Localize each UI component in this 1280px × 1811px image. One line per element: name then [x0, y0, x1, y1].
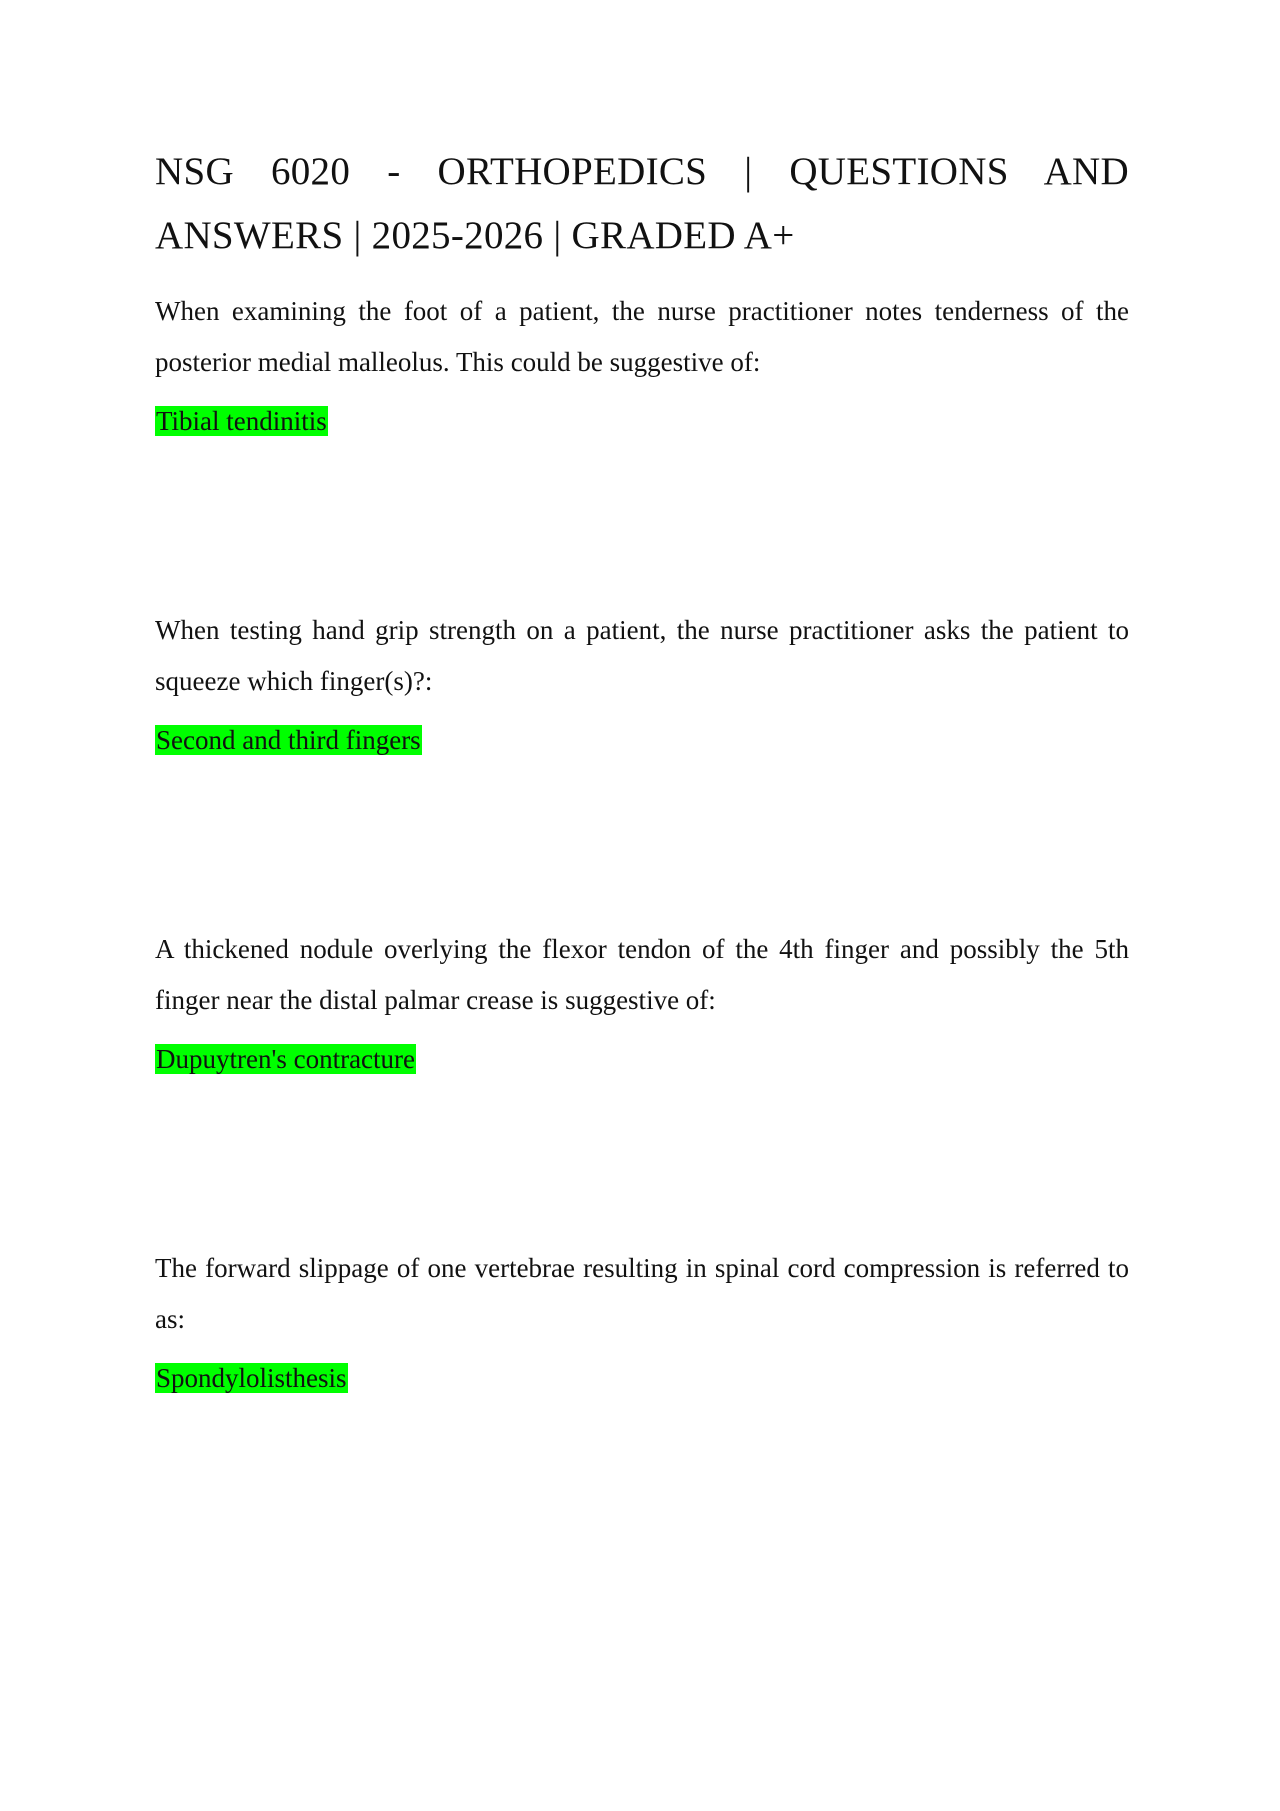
- question-text: When testing hand grip strength on a patient, the nurse practitioner asks the patient to squeeze which finger(s)?:: [155, 615, 1129, 696]
- qa-item-3: [155, 924, 1129, 1077]
- qa-item-2: [155, 605, 1129, 758]
- answer-highlight: [155, 1360, 1129, 1396]
- answer-highlight: [155, 722, 1129, 758]
- section-spacer: [155, 1077, 1129, 1243]
- qa-item-1: [155, 286, 1129, 439]
- answer-highlight: [155, 1041, 1129, 1077]
- section-spacer: [155, 439, 1129, 605]
- question-text: A thickened nodule overlying the flexor tendon of the 4th finger and possibly the 5th finger near the distal palmar crease is suggestive of:: [155, 934, 1129, 1015]
- answer-text: Second and third fingers: [156, 725, 421, 755]
- section-spacer: [155, 758, 1129, 924]
- answer-text: Dupuytren's contracture: [156, 1044, 416, 1074]
- answer-highlight: [155, 403, 1129, 439]
- answer-text: Spondylolisthesis: [156, 1363, 347, 1393]
- question-text: When examining the foot of a patient, the nurse practitioner notes tenderness of the posterior medial malleolus. This could be suggestive of:: [155, 296, 1129, 377]
- question-text: The forward slippage of one vertebrae resulting in spinal cord compression is referred to as:: [155, 1253, 1129, 1334]
- document-page: [155, 140, 1129, 1396]
- answer-text: Tibial tendinitis: [156, 406, 327, 436]
- qa-item-4: [155, 1243, 1129, 1396]
- document-title: NSG 6020 - ORTHOPEDICS | QUESTIONS AND ANSWERS | 2025-2026 | GRADED A+: [155, 150, 1129, 257]
